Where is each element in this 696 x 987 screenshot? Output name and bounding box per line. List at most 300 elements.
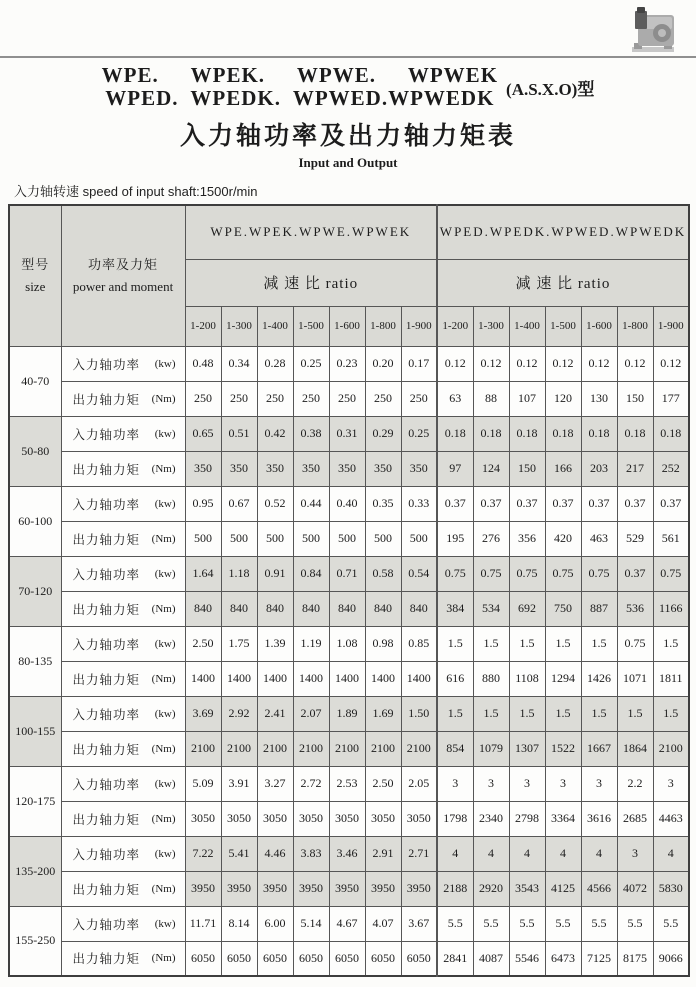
torque-value-cell: 1307 [509,731,545,766]
torque-value-cell: 1108 [509,661,545,696]
torque-value-cell: 8175 [617,941,653,976]
output-torque-label [61,801,185,836]
power-value-cell: 5.5 [581,906,617,941]
torque-value-cell: 2100 [221,731,257,766]
torque-value-cell: 3364 [545,801,581,836]
torque-value-cell: 1071 [617,661,653,696]
torque-value-cell: 3950 [401,871,437,906]
torque-value-cell: 3050 [365,801,401,836]
power-value-cell: 2.53 [329,766,365,801]
torque-value-cell: 356 [509,521,545,556]
torque-value-cell: 4125 [545,871,581,906]
ratio-cell: 1-200 [437,306,473,346]
torque-value-cell: 887 [581,591,617,626]
torque-value-cell: 3950 [221,871,257,906]
header-divider [0,56,696,58]
power-value-cell: 2.41 [257,696,293,731]
torque-value-cell: 2100 [329,731,365,766]
power-value-cell: 0.40 [329,486,365,521]
output-torque-label-unit: (Nm) [151,742,176,755]
power-value-cell: 1.5 [509,626,545,661]
torque-value-cell: 177 [653,381,689,416]
power-value-cell: 2.91 [365,836,401,871]
output-torque-label-text: 出力轴力矩 [72,882,141,897]
torque-value-cell: 840 [293,591,329,626]
power-row [9,906,689,941]
torque-value-cell: 4087 [473,941,509,976]
input-power-label-text: 入力轴功率 [72,497,141,512]
output-torque-label-unit: (Nm) [151,952,176,965]
size-header-chinese: 型号 [21,256,50,272]
power-value-cell: 2.92 [221,696,257,731]
torque-value-cell: 150 [617,381,653,416]
power-value-cell: 2.50 [365,766,401,801]
output-torque-label-inner [73,460,176,478]
output-torque-label [61,871,185,906]
torque-value-cell: 203 [581,451,617,486]
ratio-cell: 1-300 [221,306,257,346]
input-power-label [61,696,185,731]
power-value-cell: 1.69 [365,696,401,731]
torque-value-cell: 6050 [401,941,437,976]
power-value-cell: 0.71 [329,556,365,591]
ratio-cell: 1-800 [365,306,401,346]
power-value-cell: 0.52 [257,486,293,521]
output-torque-label-unit: (Nm) [151,392,176,405]
power-value-cell: 0.37 [437,486,473,521]
torque-value-cell: 1294 [545,661,581,696]
ratio-cell: 1-500 [293,306,329,346]
input-power-label [61,836,185,871]
power-value-cell: 0.85 [401,626,437,661]
power-value-cell: 0.51 [221,416,257,451]
power-value-cell: 6.00 [257,906,293,941]
torque-value-cell: 150 [509,451,545,486]
power-value-cell: 0.37 [653,486,689,521]
torque-value-cell: 561 [653,521,689,556]
power-value-cell: 0.28 [257,346,293,381]
torque-value-cell: 1400 [293,661,329,696]
input-power-label-inner [73,775,176,793]
torque-value-cell: 1811 [653,661,689,696]
torque-value-cell: 2100 [365,731,401,766]
power-value-cell: 0.75 [509,556,545,591]
power-value-cell: 5.5 [473,906,509,941]
torque-value-cell: 2685 [617,801,653,836]
output-torque-label-unit: (Nm) [151,812,176,825]
torque-value-cell: 3050 [257,801,293,836]
input-power-label-unit: (kw) [154,637,176,650]
output-torque-label-unit: (Nm) [151,882,176,895]
torque-value-cell: 350 [329,451,365,486]
torque-value-cell: 2340 [473,801,509,836]
input-power-label [61,486,185,521]
torque-value-cell: 880 [473,661,509,696]
torque-value-cell: 3950 [365,871,401,906]
power-value-cell: 5.5 [617,906,653,941]
power-value-cell: 1.5 [581,696,617,731]
torque-row [9,591,689,626]
power-value-cell: 0.37 [617,486,653,521]
torque-value-cell: 107 [509,381,545,416]
power-row [9,626,689,661]
size-label: 135-200 [9,836,61,906]
input-power-label [61,906,185,941]
input-power-label-unit: (kw) [154,847,176,860]
torque-value-cell: 2100 [185,731,221,766]
torque-value-cell: 97 [437,451,473,486]
power-value-cell: 1.75 [221,626,257,661]
power-value-cell: 0.42 [257,416,293,451]
torque-value-cell: 6050 [329,941,365,976]
power-value-cell: 3 [509,766,545,801]
size-label: 80-135 [9,626,61,696]
power-value-cell: 5.14 [293,906,329,941]
size-column-header [9,205,61,346]
table-body [9,346,689,976]
torque-value-cell: 2920 [473,871,509,906]
power-value-cell: 0.12 [509,346,545,381]
series-title-line1: WPE. WPEK. WPWE. WPWEK [101,63,499,87]
power-value-cell: 0.29 [365,416,401,451]
torque-value-cell: 2841 [437,941,473,976]
torque-value-cell: 6050 [257,941,293,976]
torque-value-cell: 500 [365,521,401,556]
power-value-cell: 1.5 [545,696,581,731]
group2-header: WPED.WPEDK.WPWED.WPWEDK [437,205,689,259]
power-value-cell: 0.18 [545,416,581,451]
input-power-label [61,346,185,381]
torque-value-cell: 3950 [293,871,329,906]
power-value-cell: 0.75 [653,556,689,591]
power-value-cell: 2.05 [401,766,437,801]
power-value-cell: 0.12 [653,346,689,381]
power-value-cell: 4.46 [257,836,293,871]
input-power-label-inner [73,495,176,513]
power-torque-table [8,204,690,977]
torque-row [9,521,689,556]
input-power-label-unit: (kw) [154,497,176,510]
size-label: 60-100 [9,486,61,556]
group1-ratio-label: 减 速 比 ratio [185,259,437,306]
power-value-cell: 3 [437,766,473,801]
power-value-cell: 1.5 [437,696,473,731]
power-value-cell: 0.38 [293,416,329,451]
torque-value-cell: 536 [617,591,653,626]
power-value-cell: 0.12 [545,346,581,381]
power-value-cell: 4 [545,836,581,871]
power-value-cell: 0.33 [401,486,437,521]
power-value-cell: 3.27 [257,766,293,801]
power-value-cell: 0.18 [653,416,689,451]
power-value-cell: 0.91 [257,556,293,591]
torque-value-cell: 124 [473,451,509,486]
output-torque-label-text: 出力轴力矩 [72,812,141,827]
power-value-cell: 0.75 [545,556,581,591]
torque-value-cell: 6050 [185,941,221,976]
torque-value-cell: 5546 [509,941,545,976]
torque-value-cell: 3616 [581,801,617,836]
output-torque-label [61,661,185,696]
size-header-english: size [25,278,46,294]
power-value-cell: 5.41 [221,836,257,871]
torque-value-cell: 2188 [437,871,473,906]
output-torque-label [61,591,185,626]
torque-value-cell: 3543 [509,871,545,906]
torque-value-cell: 130 [581,381,617,416]
torque-value-cell: 350 [365,451,401,486]
power-value-cell: 11.71 [185,906,221,941]
torque-value-cell: 463 [581,521,617,556]
output-torque-label-text: 出力轴力矩 [72,672,141,687]
input-power-label-unit: (kw) [154,777,176,790]
input-power-label-text: 入力轴功率 [72,777,141,792]
power-row [9,696,689,731]
output-torque-label-unit: (Nm) [151,532,176,545]
group2-ratio-label: 减 速 比 ratio [437,259,689,306]
ratio-cell: 1-400 [257,306,293,346]
output-torque-label-inner [73,880,176,898]
table-title-chinese: 入力轴功率及出力轴力矩表 [179,123,516,151]
torque-value-cell: 1400 [257,661,293,696]
torque-value-cell: 250 [293,381,329,416]
torque-value-cell: 840 [401,591,437,626]
power-value-cell: 1.5 [617,696,653,731]
power-value-cell: 3 [545,766,581,801]
torque-value-cell: 7125 [581,941,617,976]
series-title-line2: WPED. WPEDK. WPWED.WPWEDK [105,86,495,111]
output-torque-label-text: 出力轴力矩 [72,742,141,757]
output-torque-label-inner [73,949,176,967]
series-type-suffix: (A.S.X.O)型 [506,79,595,99]
torque-value-cell: 3050 [185,801,221,836]
power-row [9,556,689,591]
input-power-label-text: 入力轴功率 [72,567,141,582]
power-value-cell: 8.14 [221,906,257,941]
input-power-label-inner [73,355,176,373]
torque-value-cell: 250 [185,381,221,416]
power-value-cell: 0.25 [401,416,437,451]
power-value-cell: 5.09 [185,766,221,801]
torque-value-cell: 2100 [653,731,689,766]
power-value-cell: 4.67 [329,906,365,941]
torque-value-cell: 534 [473,591,509,626]
power-value-cell: 1.5 [473,696,509,731]
torque-value-cell: 3050 [401,801,437,836]
input-power-label-text: 入力轴功率 [72,357,141,372]
power-value-cell: 0.31 [329,416,365,451]
torque-value-cell: 250 [329,381,365,416]
output-torque-label [61,381,185,416]
torque-value-cell: 1079 [473,731,509,766]
power-row [9,766,689,801]
power-value-cell: 3 [653,766,689,801]
torque-value-cell: 1400 [401,661,437,696]
power-value-cell: 0.54 [401,556,437,591]
input-power-label-text: 入力轴功率 [72,917,141,932]
ratio-cell: 1-600 [581,306,617,346]
output-torque-label-unit: (Nm) [151,462,176,475]
torque-value-cell: 3950 [329,871,365,906]
torque-value-cell: 217 [617,451,653,486]
torque-value-cell: 840 [257,591,293,626]
torque-value-cell: 616 [437,661,473,696]
power-value-cell: 0.75 [617,626,653,661]
input-power-label-unit: (kw) [154,917,176,930]
torque-value-cell: 1400 [365,661,401,696]
torque-value-cell: 250 [257,381,293,416]
power-value-cell: 0.75 [473,556,509,591]
output-torque-label [61,521,185,556]
power-value-cell: 0.18 [473,416,509,451]
power-value-cell: 0.18 [509,416,545,451]
torque-value-cell: 750 [545,591,581,626]
input-power-label [61,626,185,661]
output-torque-label-text: 出力轴力矩 [72,462,141,477]
power-value-cell: 0.65 [185,416,221,451]
power-value-cell: 0.44 [293,486,329,521]
size-label: 40-70 [9,346,61,416]
power-value-cell: 1.19 [293,626,329,661]
input-power-label-inner [73,915,176,933]
ratio-cell: 1-300 [473,306,509,346]
power-value-cell: 5.5 [545,906,581,941]
torque-value-cell: 350 [401,451,437,486]
torque-value-cell: 4566 [581,871,617,906]
power-moment-column-header [61,205,185,346]
input-power-label-inner [73,565,176,583]
torque-value-cell: 250 [221,381,257,416]
torque-value-cell: 1522 [545,731,581,766]
input-power-label-inner [73,845,176,863]
torque-value-cell: 166 [545,451,581,486]
power-value-cell: 7.22 [185,836,221,871]
power-value-cell: 0.75 [437,556,473,591]
size-label: 70-120 [9,556,61,626]
input-power-label [61,416,185,451]
power-value-cell: 0.23 [329,346,365,381]
power-value-cell: 2.72 [293,766,329,801]
torque-value-cell: 3950 [257,871,293,906]
gearbox-photo [622,3,680,55]
power-value-cell: 3.91 [221,766,257,801]
size-label: 100-155 [9,696,61,766]
input-power-label-inner [73,425,176,443]
torque-value-cell: 5830 [653,871,689,906]
ratio-cell: 1-200 [185,306,221,346]
torque-value-cell: 2100 [293,731,329,766]
output-torque-label-inner [73,810,176,828]
output-torque-label [61,731,185,766]
power-value-cell: 4 [653,836,689,871]
output-torque-label-inner [73,530,176,548]
power-value-cell: 0.67 [221,486,257,521]
torque-value-cell: 9066 [653,941,689,976]
torque-value-cell: 840 [185,591,221,626]
power-value-cell: 3 [581,766,617,801]
output-torque-label-text: 出力轴力矩 [72,602,141,617]
torque-value-cell: 63 [437,381,473,416]
table-header [9,205,689,346]
torque-value-cell: 692 [509,591,545,626]
power-value-cell: 2.71 [401,836,437,871]
power-value-cell: 1.64 [185,556,221,591]
power-row [9,486,689,521]
torque-value-cell: 88 [473,381,509,416]
ratio-cell: 1-900 [401,306,437,346]
torque-value-cell: 840 [365,591,401,626]
input-power-label-unit: (kw) [154,357,176,370]
power-value-cell: 4.07 [365,906,401,941]
input-speed-note: 入力轴转速 speed of input shaft:1500r/min [14,184,258,199]
torque-value-cell: 1864 [617,731,653,766]
power-row [9,346,689,381]
torque-value-cell: 3050 [329,801,365,836]
torque-value-cell: 529 [617,521,653,556]
torque-value-cell: 120 [545,381,581,416]
power-value-cell: 5.5 [653,906,689,941]
torque-value-cell: 1667 [581,731,617,766]
power-value-cell: 2.07 [293,696,329,731]
power-value-cell: 2.50 [185,626,221,661]
output-torque-label-inner [73,390,176,408]
torque-value-cell: 1400 [185,661,221,696]
power-value-cell: 0.98 [365,626,401,661]
input-power-label-text: 入力轴功率 [72,847,141,862]
power-value-cell: 4 [581,836,617,871]
power-value-cell: 0.17 [401,346,437,381]
torque-value-cell: 4463 [653,801,689,836]
torque-value-cell: 840 [221,591,257,626]
power-value-cell: 0.95 [185,486,221,521]
torque-value-cell: 3050 [293,801,329,836]
input-power-label-inner [73,705,176,723]
torque-value-cell: 1400 [329,661,365,696]
power-moment-header-chinese: 功率及力矩 [87,256,158,272]
output-torque-label-inner [73,740,176,758]
table-title-english: Input and Output [298,155,398,171]
power-value-cell: 0.37 [581,486,617,521]
ratio-cell: 1-900 [653,306,689,346]
power-moment-header-english: power and moment [72,278,174,294]
power-row [9,416,689,451]
power-value-cell: 0.12 [437,346,473,381]
power-value-cell: 3.46 [329,836,365,871]
torque-value-cell: 854 [437,731,473,766]
size-label: 155-250 [9,906,61,976]
size-label: 50-80 [9,416,61,486]
power-value-cell: 1.5 [473,626,509,661]
output-torque-label-text: 出力轴力矩 [72,392,141,407]
power-value-cell: 1.08 [329,626,365,661]
power-value-cell: 3 [473,766,509,801]
torque-value-cell: 4072 [617,871,653,906]
torque-value-cell: 250 [365,381,401,416]
torque-value-cell: 276 [473,521,509,556]
power-value-cell: 1.18 [221,556,257,591]
size-label: 120-175 [9,766,61,836]
power-value-cell: 1.5 [653,626,689,661]
torque-row [9,871,689,906]
power-value-cell: 1.50 [401,696,437,731]
torque-value-cell: 350 [257,451,293,486]
torque-value-cell: 6050 [293,941,329,976]
power-value-cell: 3.67 [401,906,437,941]
power-value-cell: 0.37 [509,486,545,521]
power-value-cell: 0.37 [473,486,509,521]
ratio-cell: 1-500 [545,306,581,346]
input-power-label [61,556,185,591]
